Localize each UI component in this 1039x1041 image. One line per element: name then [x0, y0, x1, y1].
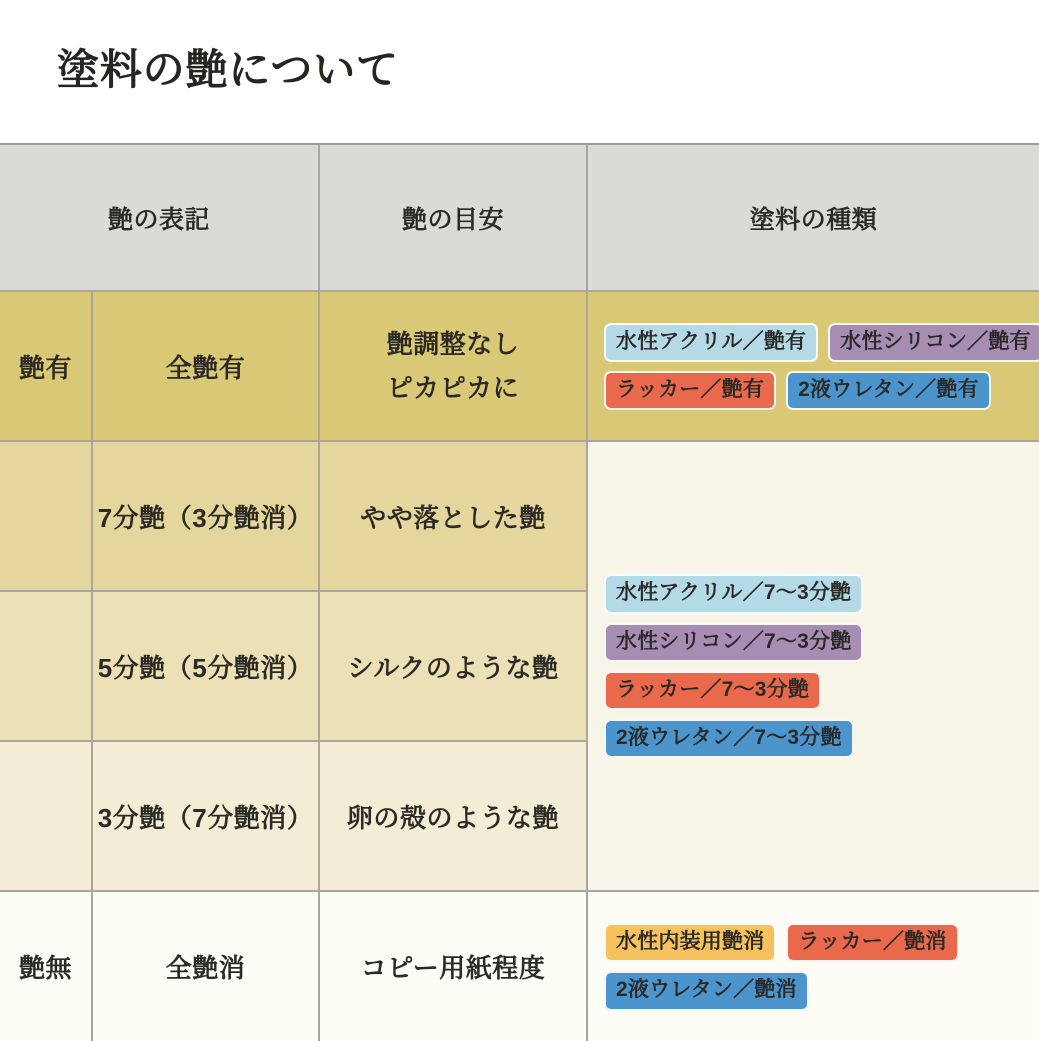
paint-type-badge: ラッカー／艶消: [786, 923, 958, 962]
category-gloss: 艶有: [0, 292, 93, 442]
paint-types-matte-cell: [588, 892, 1039, 1041]
paint-type-badge: 2液ウレタン／艶消: [604, 971, 809, 1010]
notation-7bu-gloss: 7分艶（3分艶消）: [93, 442, 320, 592]
paint-type-badge: ラッカー／7〜3分艶: [604, 671, 821, 710]
notation-3bu-gloss: 3分艶（7分艶消）: [93, 742, 320, 892]
paint-type-badge: 水性内装用艶消: [604, 923, 776, 962]
notation-full-matte: 全艶消: [93, 892, 320, 1041]
paint-types-mid-cell: [588, 442, 1039, 892]
paint-type-badge: 水性シリコン／7〜3分艶: [604, 623, 863, 662]
paint-type-badge: 2液ウレタン／艶有: [786, 371, 991, 410]
paint-type-badge: 水性アクリル／艶有: [604, 323, 818, 362]
paint-types-gloss-cell: [588, 292, 1039, 442]
badge-row: [604, 971, 809, 1010]
empty-category-cell: [0, 742, 93, 892]
guide-full-matte: コピー用紙程度: [320, 892, 588, 1041]
notation-full-gloss: 全艶有: [93, 292, 320, 442]
paint-type-badge: ラッカー／艶有: [604, 371, 776, 410]
notation-5bu-gloss: 5分艶（5分艶消）: [93, 592, 320, 742]
empty-category-cell: [0, 592, 93, 742]
header-gloss-notation: 艶の表記: [0, 145, 320, 292]
guide-3bu-gloss: 卵の殻のような艶: [320, 742, 588, 892]
guide-full-gloss: [320, 292, 588, 442]
badge-row: [604, 371, 991, 410]
guide-full-gloss-line1: 艶調整なし: [386, 328, 520, 359]
header-paint-types: 塗料の種類: [588, 145, 1039, 292]
guide-5bu-gloss: シルクのような艶: [320, 592, 588, 742]
page-title: 塗料の艶について: [57, 46, 399, 93]
header-gloss-guide: 艶の目安: [320, 145, 588, 292]
paint-type-badge: 2液ウレタン／7〜3分艶: [604, 719, 854, 758]
empty-category-cell: [0, 442, 93, 592]
category-matte: 艶無: [0, 892, 93, 1041]
gloss-table: [0, 143, 1039, 1041]
badge-row: [604, 923, 959, 962]
badge-row: [604, 323, 1039, 362]
paint-type-badge: 水性アクリル／7〜3分艶: [604, 574, 863, 613]
guide-7bu-gloss: やや落とした艶: [320, 442, 588, 592]
paint-type-badge: 水性シリコン／艶有: [828, 323, 1039, 362]
guide-full-gloss-line2: ピカピカに: [386, 373, 520, 404]
